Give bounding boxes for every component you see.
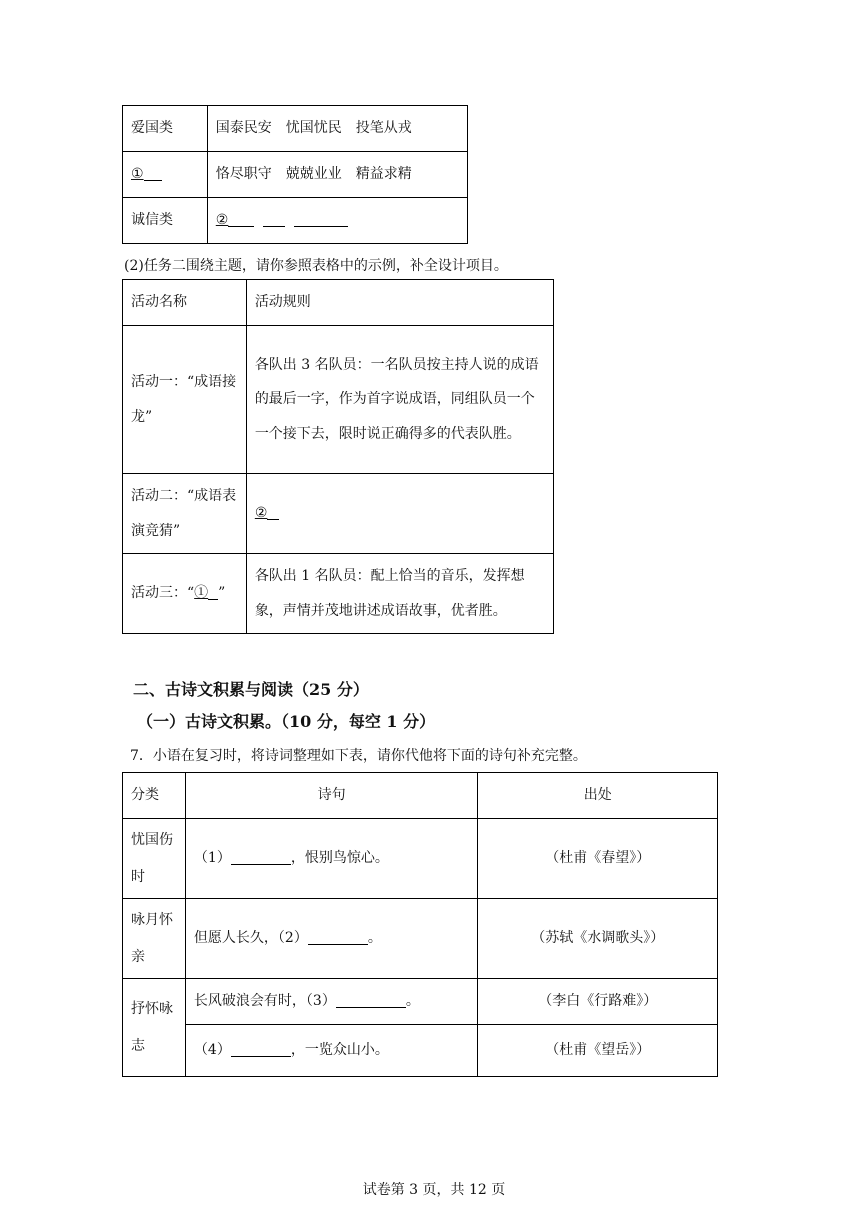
fill-blank[interactable] bbox=[336, 1006, 406, 1008]
category-cell bbox=[123, 152, 208, 198]
source-cell: （杜甫《望岳》） bbox=[478, 1025, 718, 1077]
source-cell: （苏轼《水调歌头》） bbox=[478, 899, 718, 979]
section-title: 二、古诗文积累与阅读（25 分） bbox=[133, 680, 369, 699]
table-row bbox=[123, 474, 554, 554]
table-row bbox=[123, 899, 718, 979]
table-row bbox=[123, 152, 468, 198]
idioms-cell: 国泰民安 忧国忧民 投笔从戎 bbox=[207, 106, 467, 152]
idioms-cell: 恪尽职守 兢兢业业 精益求精 bbox=[207, 152, 467, 198]
verse-cell: （1） ，恨别鸟惊心。 bbox=[185, 819, 478, 899]
question-7-text: 7．小语在复习时，将诗词整理如下表，请你代他将下面的诗句补充完整。 bbox=[130, 748, 587, 764]
table-row bbox=[123, 773, 718, 819]
table-row bbox=[123, 979, 718, 1025]
category-cell: 咏月怀亲 bbox=[123, 899, 186, 979]
table-row bbox=[123, 819, 718, 899]
category-cell: 诚信类 bbox=[123, 198, 208, 244]
verse-cell: 长风破浪会有时，（3） 。 bbox=[185, 979, 478, 1025]
blank-marker: ② bbox=[215, 212, 229, 229]
blank-marker: ① bbox=[131, 166, 144, 183]
fill-blank[interactable] bbox=[228, 225, 254, 227]
category-cell: 忧国伤时 bbox=[123, 819, 186, 899]
idiom-category-table bbox=[122, 105, 468, 244]
header-cell-category: 分类 bbox=[123, 773, 186, 819]
table-row bbox=[123, 106, 468, 152]
fill-blank[interactable] bbox=[263, 225, 285, 227]
source-cell: （杜甫《春望》） bbox=[478, 819, 718, 899]
fill-blank[interactable] bbox=[208, 598, 218, 600]
poem-verse-table bbox=[122, 772, 718, 1077]
blank-marker: ① bbox=[194, 585, 209, 602]
subsection-title: （一）古诗文积累。（10 分，每空 1 分） bbox=[137, 712, 436, 731]
fill-blank[interactable] bbox=[144, 179, 162, 181]
header-cell-verse: 诗句 bbox=[185, 773, 478, 819]
table-row bbox=[123, 326, 554, 474]
table-row bbox=[123, 554, 554, 634]
fill-blank[interactable] bbox=[231, 1055, 291, 1057]
table-row bbox=[123, 198, 468, 244]
header-cell-rule: 活动规则 bbox=[246, 280, 553, 326]
header-cell-source: 出处 bbox=[478, 773, 718, 819]
activity-name-cell: 活动一：“成语接龙” bbox=[123, 326, 247, 474]
blank-marker: ② bbox=[254, 505, 268, 522]
activity-design-table bbox=[122, 279, 554, 634]
fill-blank[interactable] bbox=[267, 518, 279, 520]
idioms-cell bbox=[207, 198, 467, 244]
fill-blank[interactable] bbox=[231, 863, 291, 865]
verse-cell: 但愿人长久，（2） 。 bbox=[185, 899, 478, 979]
activity-rule-cell: 各队出 3 名队员：一名队员按主持人说的成语的最后一字，作为首字说成语，同组队员一个一个接下去，限时说正确得多的代表队胜。 bbox=[246, 326, 553, 474]
category-cell: 抒怀咏志 bbox=[123, 979, 186, 1077]
activity-rule-cell: 各队出 1 名队员：配上恰当的音乐，发挥想象，声情并茂地讲述成语故事，优者胜。 bbox=[246, 554, 553, 634]
category-cell: 爱国类 bbox=[123, 106, 208, 152]
task2-prompt: (2)任务二围绕主题，请你参照表格中的示例，补全设计项目。 bbox=[124, 258, 508, 274]
activity-name-cell: 活动二：“成语表演竞猜” bbox=[123, 474, 247, 554]
activity-rule-cell bbox=[246, 474, 553, 554]
table-row bbox=[123, 280, 554, 326]
table-row bbox=[123, 1025, 718, 1077]
fill-blank[interactable] bbox=[308, 943, 368, 945]
activity-name-cell: 活动三：“① ” bbox=[123, 554, 247, 634]
page-footer: 试卷第 3 页，共 12 页 bbox=[362, 1182, 506, 1198]
source-cell: （李白《行路难》） bbox=[478, 979, 718, 1025]
header-cell-name: 活动名称 bbox=[123, 280, 247, 326]
verse-cell: （4） ，一览众山小。 bbox=[185, 1025, 478, 1077]
fill-blank[interactable] bbox=[294, 225, 348, 227]
